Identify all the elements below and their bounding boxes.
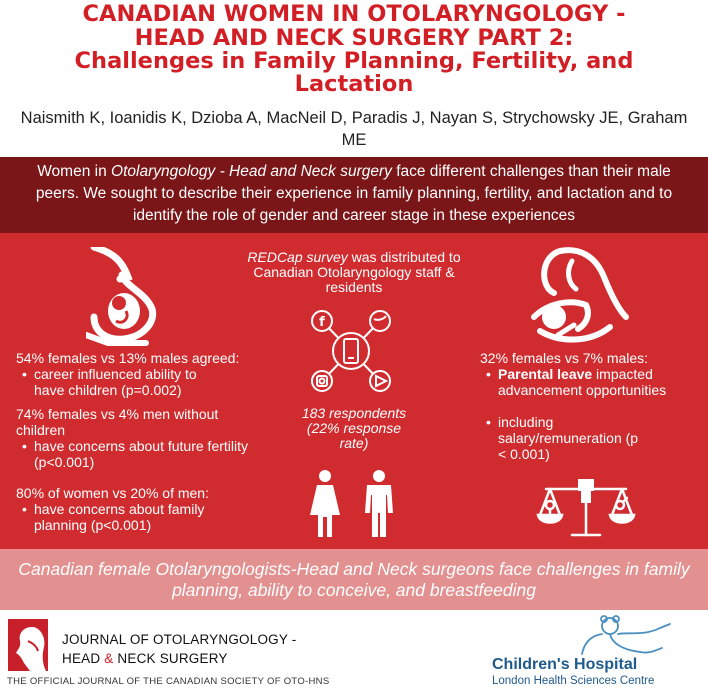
title-line-4: Lactation (294, 71, 414, 97)
survey-description-rest: was distributed to Canadian Otolaryngology staff & residents (253, 249, 461, 295)
page-title (0, 0, 708, 100)
left-stat-3-bullet: • have concerns about family planning (p<0.001) (16, 501, 266, 533)
social-media-icon (304, 307, 398, 395)
pregnancy-icon (86, 247, 190, 347)
title-line-1: CANADIAN WOMEN IN OTOLARYNGOLOGY - (82, 1, 626, 27)
journal-logo-icon (8, 619, 58, 673)
intro-band (0, 157, 708, 233)
journal-name-ampersand: & (104, 651, 114, 666)
parental-leave-label: Parental leave (498, 366, 593, 382)
hospital-name: Children's Hospital (492, 656, 638, 673)
journal-name-head: HEAD (62, 651, 105, 666)
journal-name-line-1: JOURNAL OF OTOLARYNGOLOGY - (62, 632, 297, 647)
female-figure-icon (308, 469, 342, 539)
male-figure-icon (362, 469, 396, 539)
left-stat-1-heading: 54% females vs 13% males agreed: (16, 350, 240, 366)
childrens-hospital-bear-logo-icon (580, 614, 676, 658)
journal-name-neck: NECK SURGERY (113, 651, 228, 666)
left-stat-2 (16, 406, 270, 470)
svg-text:f: f (319, 315, 325, 330)
breastfeeding-icon (530, 247, 630, 345)
right-stat (480, 350, 680, 462)
survey-name: REDCap survey (247, 249, 348, 265)
right-stat-bullet-2: • including salary/remuneration (p < 0.001) (480, 414, 680, 462)
respondents: 183 respondents (22% response rate) (301, 405, 407, 451)
intro-italic: Otolaryngology - Head and Neck surgery (111, 163, 392, 180)
journal-name (62, 630, 296, 668)
right-stat-bullet-1 (480, 366, 680, 398)
left-stat-1-bullet: • career influenced ability to have children (p=0.002) (16, 366, 256, 398)
left-stat-3-heading: 80% of women vs 20% of men: (16, 485, 209, 501)
title-line-2: HEAD AND NECK SURGERY PART 2: (134, 25, 574, 51)
authors: Naismith K, Ioanidis K, Dzioba A, MacNeil D, Paradis J, Nayan S, Strychowsky JE, Graham ME (20, 109, 688, 149)
intro-part2: face different challenges than their male peers. We sought to describe their experience in family planning, fertility, and lactation and to identify the role of gender and career stage in these experiences (35, 163, 673, 224)
hospital-subtitle: London Health Sciences Centre (492, 675, 655, 687)
left-stat-2-bullet: • have concerns about future fertility (p<0.001) (16, 438, 270, 470)
journal-name-line-2 (62, 649, 296, 668)
right-stat-heading: 32% females vs 7% males: (480, 350, 649, 366)
left-stat-2-heading: 74% females vs 4% men without children (16, 406, 219, 438)
conclusion-text: Canadian female Otolaryngologists-Head and Neck surgeons face challenges in family planning, ability to conceive, and breastfeeding (18, 559, 690, 600)
left-stat-1 (16, 350, 256, 398)
survey-description (240, 250, 468, 295)
results-panel (0, 233, 708, 549)
left-stat-3 (16, 485, 266, 533)
journal-subtitle: THE OFFICIAL JOURNAL OF THE CANADIAN SOCIETY OF OTO-HNS (7, 676, 330, 687)
right-stat-bullet-1-rest: impacted advancement opportunities (498, 366, 667, 398)
gender-equality-scales-icon (536, 477, 636, 541)
conclusion-band (0, 549, 708, 610)
intro-part1: Women in (37, 163, 112, 180)
title-line-3: Challenges in Family Planning, Fertility, and (74, 48, 634, 74)
